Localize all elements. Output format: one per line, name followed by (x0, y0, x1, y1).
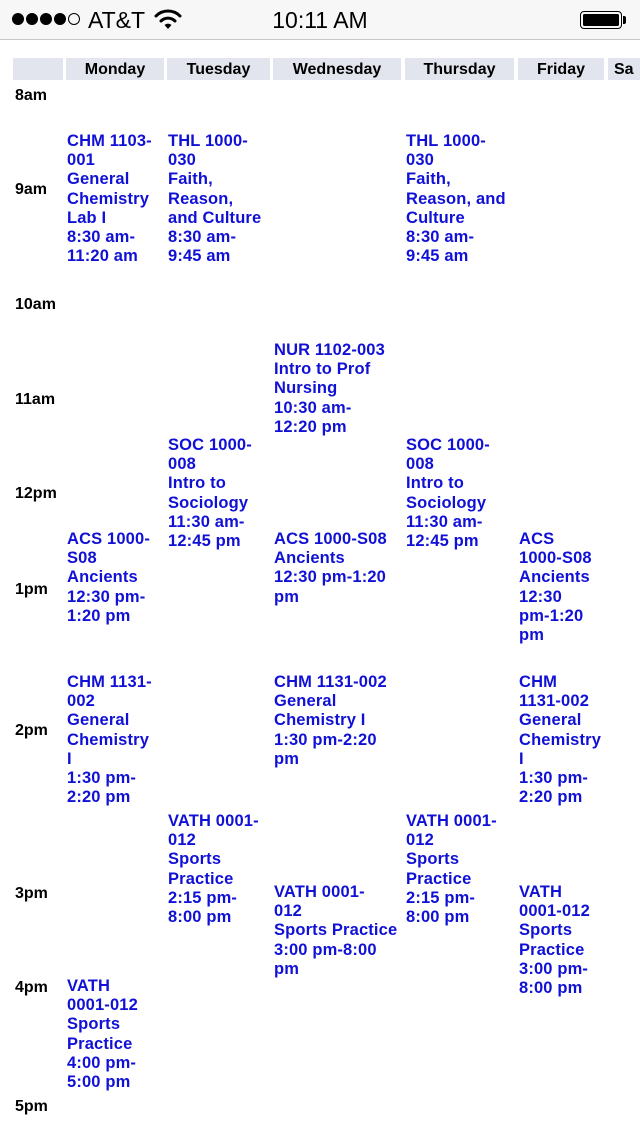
course-event-line: Practice (67, 1034, 133, 1053)
course-event-monday[interactable] (67, 530, 150, 626)
course-event-line: 008 (406, 455, 434, 474)
course-event-thursday[interactable] (406, 812, 497, 927)
course-event-line: ACS 1000-S08 (274, 530, 387, 548)
course-event-line: 5:00 pm (67, 1073, 131, 1092)
course-event-line: CHM (519, 673, 558, 691)
course-event-line: 030 (168, 151, 196, 170)
course-event-line: SOC 1000- (406, 436, 490, 454)
course-event-line: 12:30 pm-1:20 (274, 568, 387, 587)
course-event-line: 2:20 pm (67, 788, 131, 807)
course-event-line: 1:30 pm- (67, 769, 137, 788)
carrier-name: AT&T (88, 7, 146, 33)
course-event-line: Practice (519, 940, 585, 959)
time-label-1pm: 1pm (15, 581, 48, 598)
course-event-line: 10:30 am- (274, 398, 352, 417)
course-event-line: 1:30 pm-2:20 (274, 730, 377, 749)
time-label-5pm: 5pm (15, 1098, 48, 1115)
course-event-line: I (519, 749, 524, 768)
course-event-line: pm (274, 959, 300, 978)
course-event-wednesday[interactable] (274, 530, 387, 607)
course-event-monday[interactable] (67, 977, 138, 1092)
course-event-line: 1131-002 (519, 692, 590, 711)
course-event-line: General (274, 692, 337, 711)
course-event-line: 12:45 pm (168, 532, 241, 551)
status-bar-time: 10:11 AM (272, 7, 368, 33)
time-label-9am: 9am (15, 181, 48, 198)
course-event-line: VATH 0001- (168, 812, 259, 830)
course-event-line: Faith, (406, 170, 451, 189)
course-event-line: 012 (168, 831, 196, 850)
course-event-line: 008 (168, 455, 196, 474)
course-event-line: CHM 1131- (67, 673, 152, 691)
course-event-line: Ancients (67, 568, 138, 587)
day-header-tuesday: Tuesday (167, 58, 270, 80)
course-event-wednesday[interactable] (274, 883, 397, 979)
course-event-line: Sports (519, 921, 573, 940)
course-event-line: Sociology (168, 493, 249, 512)
time-label-3pm: 3pm (15, 885, 48, 902)
course-event-line: 1:20 pm (67, 606, 131, 625)
course-event-line: THL 1000- (406, 132, 486, 150)
course-event-line: pm (274, 749, 300, 768)
course-event-line: SOC 1000- (168, 436, 252, 454)
course-event-line: Practice (406, 869, 472, 888)
course-event-line: 8:30 am- (67, 228, 136, 247)
course-event-line: Sports Practice (274, 921, 398, 940)
course-event-monday[interactable] (67, 673, 152, 807)
course-event-line: 002 (67, 692, 95, 711)
day-header-thursday: Thursday (405, 58, 514, 80)
course-event-line: General (519, 711, 582, 730)
course-event-line: 2:15 pm- (406, 888, 476, 907)
course-event-line: 3:00 pm- (519, 959, 589, 978)
course-event-line: 2:20 pm (519, 788, 583, 807)
course-event-line: General (67, 711, 130, 730)
course-event-line: 12:30 pm- (67, 587, 146, 606)
course-event-friday[interactable] (519, 883, 590, 998)
course-event-line: 0001-012 (519, 902, 590, 921)
course-event-line: Ancients (274, 549, 345, 568)
course-event-line: 12:45 pm (406, 532, 479, 551)
course-event-line: 001 (67, 151, 95, 170)
day-header-friday: Friday (518, 58, 604, 80)
status-bar (0, 0, 640, 40)
course-event-line: VATH 0001- (406, 812, 497, 830)
course-event-line: 9:45 am (168, 247, 231, 266)
course-event-line: Nursing (274, 379, 338, 398)
course-event-line: ACS (519, 530, 555, 548)
course-event-line: S08 (67, 549, 97, 568)
course-event-line: Sports (67, 1015, 121, 1034)
course-event-line: Sociology (406, 493, 487, 512)
course-event-line: 12:20 pm (274, 417, 347, 436)
time-label-8am: 8am (15, 87, 48, 104)
course-event-line: 0001-012 (67, 996, 138, 1015)
course-event-line: 11:20 am (67, 247, 138, 266)
course-event-line: 8:30 am- (406, 228, 475, 247)
time-label-2pm: 2pm (15, 722, 48, 739)
course-event-line: Sports (168, 850, 222, 869)
day-header-row (0, 58, 640, 80)
header-corner (13, 58, 63, 80)
course-event-wednesday[interactable] (274, 341, 385, 437)
course-event-line: 012 (274, 902, 302, 921)
course-event-line: 12:30 (519, 587, 562, 606)
course-event-thursday[interactable] (406, 132, 506, 266)
course-event-line: 2:15 pm- (168, 888, 238, 907)
course-event-line: Intro to (406, 474, 465, 493)
course-event-line: pm (274, 587, 300, 606)
day-header-wednesday: Wednesday (273, 58, 401, 80)
battery-tip (623, 16, 626, 24)
course-event-line: 012 (406, 831, 434, 850)
course-event-line: Practice (168, 869, 234, 888)
course-event-line: pm (519, 626, 545, 645)
course-event-line: Faith, (168, 170, 213, 189)
course-event-line: 3:00 pm-8:00 (274, 940, 377, 959)
course-event-line: 11:30 am- (406, 512, 483, 531)
course-event-tuesday[interactable] (168, 132, 261, 266)
time-label-11am: 11am (15, 391, 56, 408)
course-event-line: CHM 1103- (67, 132, 152, 150)
course-event-line: THL 1000- (168, 132, 248, 150)
course-event-line: VATH 0001- (274, 883, 365, 901)
course-event-line: pm-1:20 (519, 606, 584, 625)
course-event-line: Ancients (519, 568, 590, 587)
course-event-line: Chemistry I (274, 711, 366, 730)
course-event-line: VATH (67, 977, 111, 995)
course-event-line: 030 (406, 151, 434, 170)
course-event-line: Chemistry (519, 730, 602, 749)
day-header-saturday: Sa (608, 58, 640, 80)
course-event-line: 1000-S08 (519, 549, 592, 568)
course-event-line: Chemistry (67, 189, 150, 208)
course-event-line: Intro to Prof (274, 360, 371, 379)
course-event-line: I (67, 749, 72, 768)
course-event-line: Intro to (168, 474, 227, 493)
course-event-monday[interactable] (67, 132, 152, 266)
time-label-10am: 10am (15, 296, 56, 313)
course-event-line: 8:00 pm (406, 908, 470, 927)
course-event-line: 8:00 pm (168, 908, 232, 927)
time-label-4pm: 4pm (15, 979, 48, 996)
course-event-line: 11:30 am- (168, 512, 245, 531)
course-event-line: General (67, 170, 130, 189)
course-event-line: Lab I (67, 208, 107, 227)
course-event-line: 8:30 am- (168, 228, 237, 247)
course-event-line: 4:00 pm- (67, 1053, 137, 1072)
course-event-line: Culture (406, 208, 465, 227)
course-event-tuesday[interactable] (168, 812, 259, 927)
course-event-line: 9:45 am (406, 247, 469, 266)
course-event-line: Chemistry (67, 730, 150, 749)
battery-icon (580, 11, 622, 29)
course-event-line: CHM 1131-002 (274, 673, 387, 691)
day-header-monday: Monday (66, 58, 164, 80)
course-event-friday[interactable] (519, 673, 601, 807)
course-event-line: Reason, (168, 189, 234, 208)
time-label-12pm: 12pm (15, 485, 57, 502)
course-event-line: Sports (406, 850, 460, 869)
course-event-friday[interactable] (519, 530, 592, 645)
course-event-line: 1:30 pm- (519, 769, 589, 788)
course-event-line: ACS 1000- (67, 530, 150, 548)
course-event-line: 8:00 pm (519, 979, 583, 998)
course-event-line: VATH (519, 883, 563, 901)
course-event-line: NUR 1102-003 (274, 341, 385, 359)
course-event-tuesday[interactable] (168, 436, 252, 551)
course-event-line: and Culture (168, 208, 262, 227)
course-event-line: Reason, and (406, 189, 506, 208)
course-event-thursday[interactable] (406, 436, 490, 551)
course-event-wednesday[interactable] (274, 673, 387, 769)
